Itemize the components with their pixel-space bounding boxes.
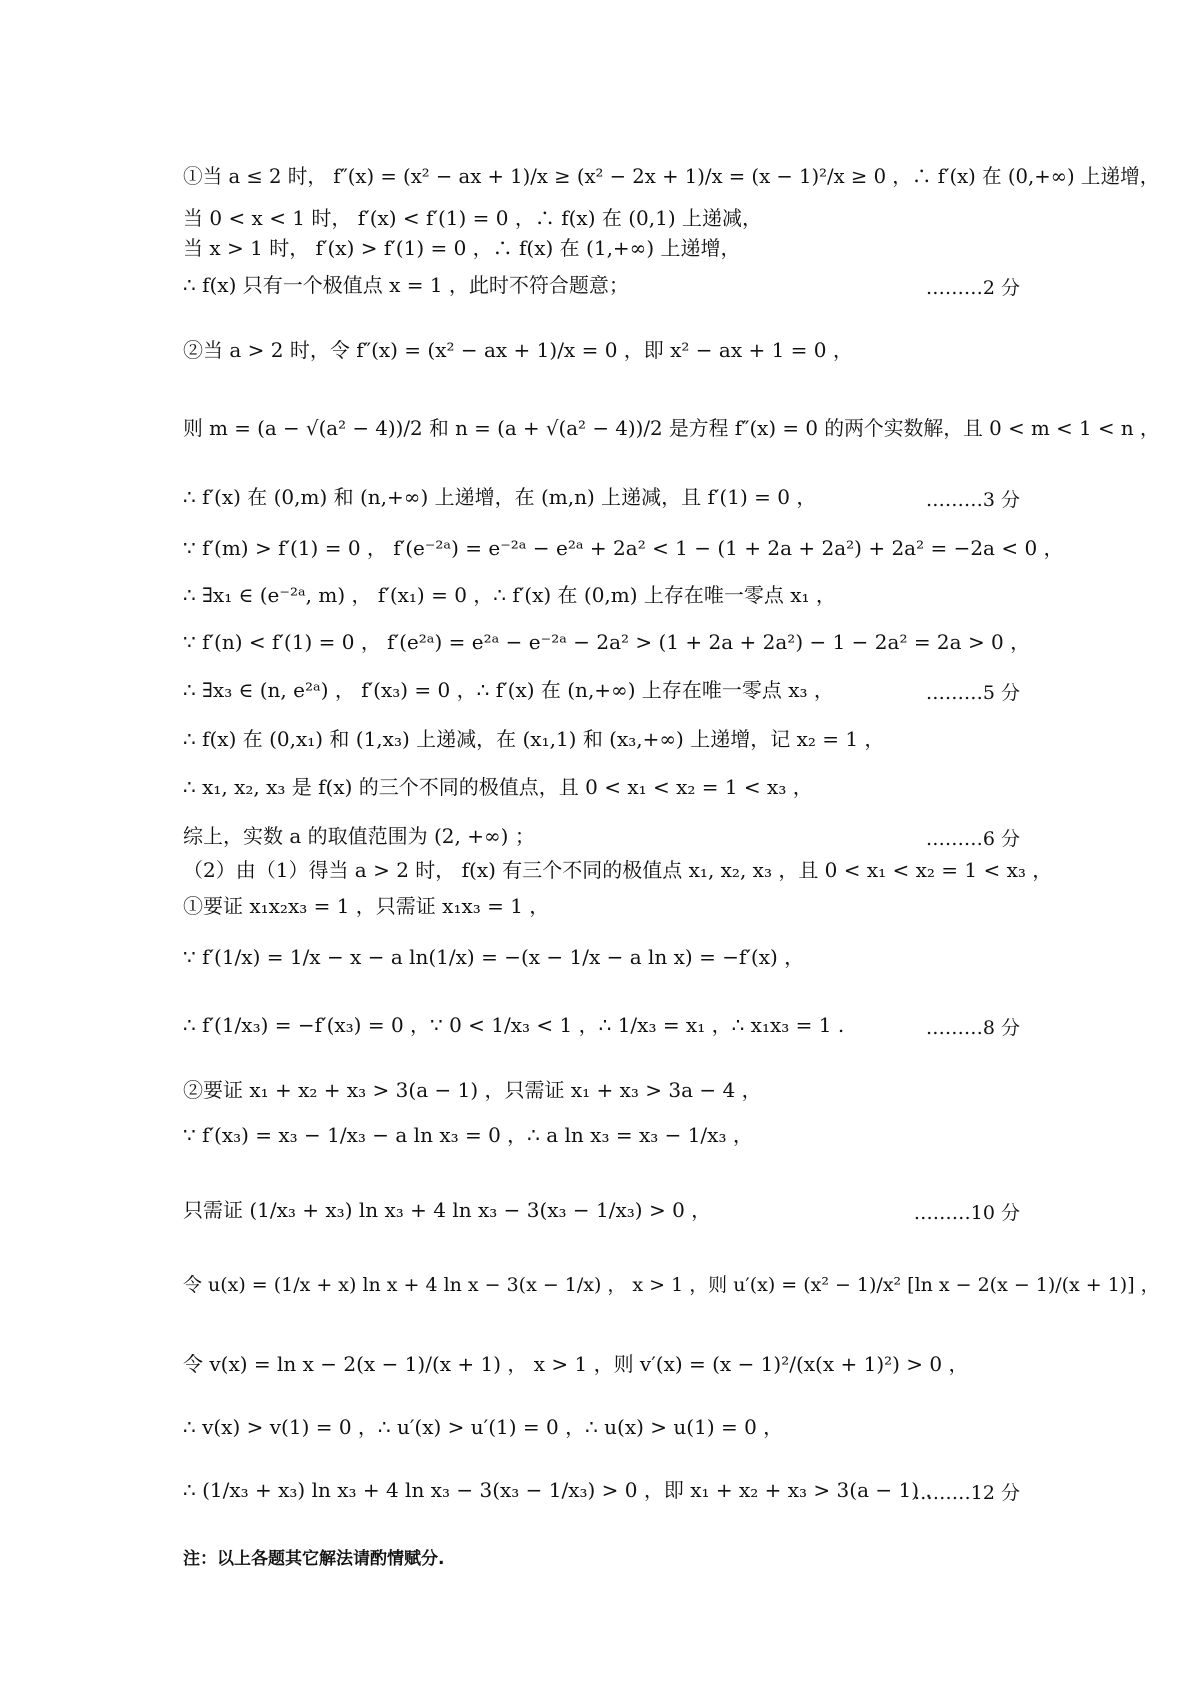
line-text: ①当 a ≤ 2 时， f″(x) = (x² − ax + 1)/x ≥ (x² − 2x + 1)/x = (x − 1)²/x ≥ 0 ，∴ f′(x) 在 (0,+∞) 上递增， <box>183 164 1160 188</box>
line-text: ∴ ∃x₃ ∈ (n, e²ᵃ) ， f′(x₃) = 0 ，∴ f′(x) 在 (n,+∞) 上存在唯一零点 x₃ ， <box>183 677 834 702</box>
solution-line-24 <box>183 1415 1020 1437</box>
score-mark-10: ………10 分 <box>913 1202 1020 1224</box>
line-text: 综上，实数 a 的取值范围为 (2, +∞) ； <box>183 823 535 848</box>
solution-line-22 <box>183 1273 1160 1296</box>
solution-line-8 <box>183 535 1064 560</box>
solution-line-5 <box>183 338 1020 360</box>
solution-line-19 <box>183 1078 1020 1100</box>
solution-line-18 <box>183 1013 1020 1035</box>
line-text: ∵ f′(n) < f′(1) = 0 ， f′(e²ᵃ) = e²ᵃ − e⁻²ᵃ − 2a² > (1 + 2a + 2a²) − 1 − 2a² = 2a > 0 ， <box>183 629 1031 654</box>
line-text: ∴ ∃x₁ ∈ (e⁻²ᵃ, m) ， f′(x₁) = 0 ，∴ f′(x) 在 (0,m) 上存在唯一零点 x₁ ， <box>183 582 836 607</box>
solution-line-23 <box>183 1352 1020 1374</box>
solution-line-13 <box>183 775 1020 797</box>
solution-line-20 <box>183 1123 1020 1145</box>
solution-line-11 <box>183 678 1020 700</box>
line-text: ①要证 x₁x₂x₃ = 1 ，只需证 x₁x₃ = 1 ， <box>183 893 550 918</box>
grading-note: 注：以上各题其它解法请酌情赋分. <box>183 1549 445 1569</box>
line-text: ∴ (1/x₃ + x₃) ln x₃ + 4 ln x₃ − 3(x₃ − 1/x₃) > 0 ，即 x₁ + x₂ + x₃ > 3(a − 1) . <box>183 1477 932 1502</box>
solution-line-15 <box>183 857 1053 882</box>
score-mark-12: ………12 分 <box>913 1482 1020 1504</box>
solution-line-1 <box>183 164 1160 188</box>
line-text: ∴ f(x) 在 (0,x₁) 和 (1,x₃) 上递减，在 (x₁,1) 和 (x₃,+∞) 上递增，记 x₂ = 1 ， <box>183 726 885 751</box>
line-text: 当 x > 1 时， f′(x) > f′(1) = 0 ，∴ f(x) 在 (1,+∞) 上递增， <box>183 235 741 260</box>
solution-line-2 <box>183 206 1020 228</box>
solution-line-3 <box>183 236 1020 258</box>
line-text: （2）由（1）得当 a > 2 时， f(x) 有三个不同的极值点 x₁, x₂, x₃ ，且 0 < x₁ < x₂ = 1 < x₃ ， <box>183 857 1053 882</box>
solution-line-21 <box>183 1198 1020 1220</box>
line-text: ∴ f(x) 只有一个极值点 x = 1 ，此时不符合题意； <box>183 272 629 297</box>
score-mark-5: ………5 分 <box>925 682 1020 704</box>
line-text: ②要证 x₁ + x₂ + x₃ > 3(a − 1) ，只需证 x₁ + x₃ > 3a − 4 ， <box>183 1077 762 1102</box>
solution-line-16 <box>183 894 1020 916</box>
line-text: ②当 a > 2 时，令 f″(x) = (x² − ax + 1)/x = 0 ，即 x² − ax + 1 = 0 ， <box>183 337 853 362</box>
score-mark-6: ………6 分 <box>925 828 1020 850</box>
line-text: ∴ f′(x) 在 (0,m) 和 (n,+∞) 上递增，在 (m,n) 上递减，且 f′(1) = 0 ， <box>183 484 817 509</box>
solution-line-6 <box>183 416 1160 440</box>
line-text: ∴ v(x) > v(1) = 0 ，∴ u′(x) > u′(1) = 0 ，∴ u(x) > u(1) = 0 ， <box>183 1414 784 1439</box>
score-mark-3: ………3 分 <box>925 489 1020 511</box>
line-text: ∴ x₁, x₂, x₃ 是 f(x) 的三个不同的极值点，且 0 < x₁ < x₂ = 1 < x₃ ， <box>183 774 813 799</box>
line-text: 只需证 (1/x₃ + x₃) ln x₃ + 4 ln x₃ − 3(x₃ − 1/x₃) > 0 ， <box>183 1197 712 1222</box>
line-text: ∴ f′(1/x₃) = −f′(x₃) = 0 ，∵ 0 < 1/x₃ < 1 ，∴ 1/x₃ = x₁ ，∴ x₁x₃ = 1 . <box>183 1012 845 1037</box>
line-text: 令 v(x) = ln x − 2(x − 1)/(x + 1) ， x > 1 ，则 v′(x) = (x − 1)²/(x(x + 1)²) > 0 ， <box>183 1351 969 1376</box>
solution-line-14 <box>183 824 1020 846</box>
line-text: ∵ f′(1/x) = 1/x − x − a ln(1/x) = −(x − 1/x − a ln x) = −f′(x) ， <box>183 944 805 969</box>
solution-line-10 <box>183 629 1031 654</box>
solution-line-17 <box>183 945 1020 967</box>
line-text: 令 u(x) = (1/x + x) ln x + 4 ln x − 3(x − 1/x) ， x > 1 ，则 u′(x) = (x² − 1)/x² [ln x − 2(x − 1)/(x + 1)] ， <box>183 1273 1160 1296</box>
solution-line-25 <box>183 1478 1020 1500</box>
solution-line-7 <box>183 485 1020 507</box>
solution-line-9 <box>183 583 1020 605</box>
score-mark-8: ………8 分 <box>925 1017 1020 1039</box>
line-text: ∵ f′(m) > f′(1) = 0 ， f′(e⁻²ᵃ) = e⁻²ᵃ − e²ᵃ + 2a² < 1 − (1 + 2a + 2a²) + 2a² = −2a < 0 ， <box>183 535 1064 560</box>
line-text: ∵ f′(x₃) = x₃ − 1/x₃ − a ln x₃ = 0 ，∴ a ln x₃ = x₃ − 1/x₃ ， <box>183 1122 753 1147</box>
solution-line-4 <box>183 273 1020 295</box>
line-text: 当 0 < x < 1 时， f′(x) < f′(1) = 0 ，∴ f(x) 在 (0,1) 上递减， <box>183 205 763 230</box>
score-mark-2: ………2 分 <box>925 277 1020 299</box>
solution-line-12 <box>183 727 1020 749</box>
line-text: 则 m = (a − √(a² − 4))/2 和 n = (a + √(a² − 4))/2 是方程 f″(x) = 0 的两个实数解，且 0 < m < 1 < n ， <box>183 416 1160 440</box>
